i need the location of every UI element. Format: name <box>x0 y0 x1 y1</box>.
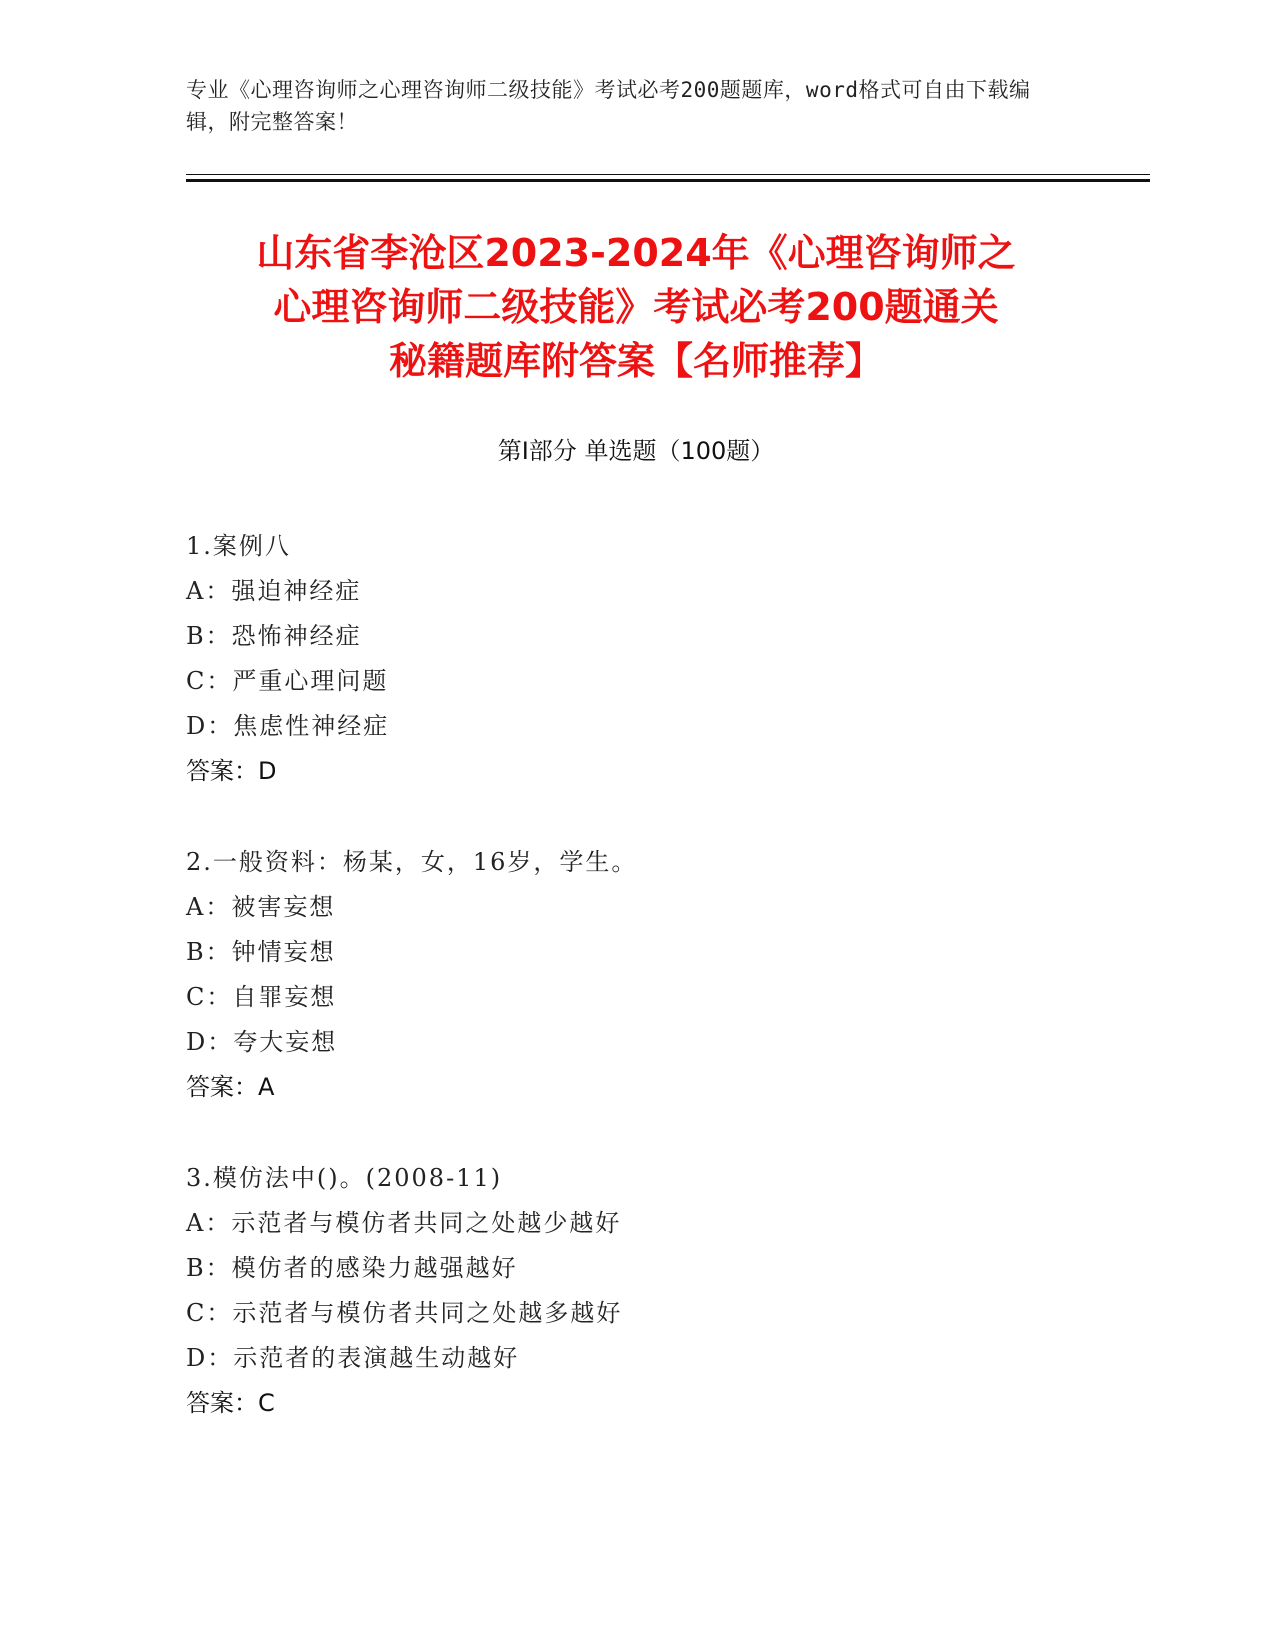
option-c: C：严重心理问题 <box>186 667 389 695</box>
question-item <box>186 524 1086 794</box>
option-a: A：被害妄想 <box>186 893 336 921</box>
question-stem: 3.模仿法中()。(2008-11) <box>186 1164 503 1192</box>
header-note: 专业《心理咨询师之心理咨询师二级技能》考试必考200题题库，word格式可自由下载编辑，附完整答案！ <box>186 78 1031 134</box>
question-stem: 2.一般资料：杨某，女，16岁，学生。 <box>186 848 638 876</box>
document-title <box>186 226 1086 388</box>
option-c: C：自罪妄想 <box>186 983 337 1011</box>
header-divider-thin <box>186 174 1150 175</box>
title-line: 心理咨询师二级技能》考试必考200题通关 <box>273 285 999 329</box>
question-stem: 1.案例八 <box>186 532 291 560</box>
option-b: B：恐怖神经症 <box>186 622 362 650</box>
option-a: A：示范者与模仿者共同之处越少越好 <box>186 1209 622 1237</box>
section-title: 第Ⅰ部分 单选题（100题） <box>497 437 775 465</box>
title-line: 秘籍题库附答案【名师推荐】 <box>388 339 883 383</box>
answer-line: 答案：A <box>186 1073 275 1101</box>
option-b: B：钟情妄想 <box>186 938 336 966</box>
option-d: D：示范者的表演越生动越好 <box>186 1344 520 1372</box>
option-d: D：夸大妄想 <box>186 1028 338 1056</box>
question-item <box>186 840 1086 1110</box>
option-d: D：焦虑性神经症 <box>186 712 390 740</box>
question-list <box>186 524 1086 1472</box>
header-divider-thick <box>186 179 1150 182</box>
answer-line: 答案：D <box>186 757 277 785</box>
answer-line: 答案：C <box>186 1389 275 1417</box>
option-b: B：模仿者的感染力越强越好 <box>186 1254 518 1282</box>
question-item <box>186 1156 1086 1426</box>
title-line: 山东省李沧区2023-2024年《心理咨询师之 <box>256 231 1016 275</box>
option-c: C：示范者与模仿者共同之处越多越好 <box>186 1299 623 1327</box>
option-a: A：强迫神经症 <box>186 577 362 605</box>
